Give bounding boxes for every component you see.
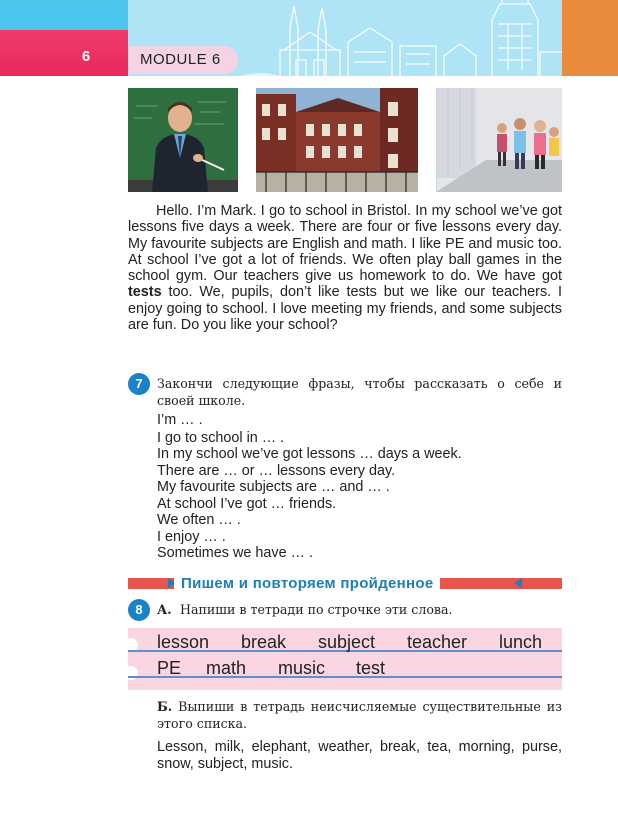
- phrase-1: I’m … .: [157, 412, 203, 428]
- header-orange-band: [562, 0, 618, 76]
- task-7-number-badge: 7: [128, 373, 150, 395]
- phrase-5: My favourite subjects are … and … .: [157, 479, 390, 495]
- teacher-photo: [128, 88, 238, 192]
- reading-text: [128, 203, 562, 333]
- task-8-part-a-label: А.: [157, 602, 172, 617]
- word-break: break: [241, 632, 287, 652]
- phrase-3: In my school we’ve got lessons … days a week.: [157, 446, 462, 462]
- task-8-part-a-text: Напиши в тетради по строчке эти слова.: [180, 602, 453, 617]
- word-subject: subject: [318, 632, 376, 652]
- word-math: math: [206, 658, 247, 678]
- phrase-2: I go to school in … .: [157, 430, 285, 446]
- reading-text-part2: too. We, pupils, don’t like tests but we like our teachers. I enjoy going to school. I love meeting my friends, and some subjects are fun. Do you like your school?: [128, 284, 562, 334]
- reading-bold-word: tests: [128, 284, 162, 301]
- phrase-6: At school I’ve got … friends.: [157, 496, 337, 512]
- word-music: music: [278, 658, 326, 678]
- handwriting-strip: [128, 628, 562, 690]
- word-test: test: [356, 658, 386, 678]
- phrase-9: Sometimes we have … .: [157, 545, 313, 561]
- page-number: 6: [81, 48, 91, 65]
- task-7-instruction: Закончи следующие фразы, чтобы рассказать о себе и своей школе.: [157, 376, 562, 408]
- phrase-4: There are … or … lessons every day.: [157, 463, 396, 479]
- task-8-part-b-label: Б.: [157, 699, 173, 714]
- word-lesson: lesson: [157, 632, 210, 652]
- ruled-line: [128, 676, 562, 678]
- pupils-corridor-photo: [436, 88, 562, 192]
- notebook-hole-icon: [124, 666, 138, 680]
- section-header: [128, 574, 562, 594]
- task-8-part-b-text: Выпиши в тетрадь неисчисляемые существительные из этого списка.: [157, 699, 562, 731]
- phrase-7: We often … .: [157, 512, 241, 528]
- task-8-part-b: [157, 698, 562, 732]
- word-pe: PE: [157, 658, 182, 678]
- phrase-8: I enjoy … .: [157, 529, 226, 545]
- city-skyline-illustration: [240, 0, 562, 76]
- task-8-number-badge: 8: [128, 599, 150, 621]
- word-teacher: teacher: [407, 632, 468, 652]
- school-building-photo: [256, 88, 418, 192]
- noun-word-list: Lesson, milk, elephant, weather, break, tea, morning, purse, snow, subject, music.: [157, 739, 562, 772]
- reading-text-part1: Hello. I’m Mark. I go to school in Bristol. In my school we’ve got lessons five days a week. There are four or five lessons every day. My favourite subjects are English and math. I like PE and music too. At school I’ve got a lot of friends. We often play ball games in the school gym. Our teachers give us homework to do. We have got: [128, 203, 562, 285]
- page-header: [0, 0, 618, 76]
- module-label: MODULE 6: [140, 51, 221, 68]
- section-title: Пишем и повторяем пройденное: [174, 574, 440, 594]
- word-lunch: lunch: [499, 632, 543, 652]
- section-arrow-right-icon: [514, 578, 522, 588]
